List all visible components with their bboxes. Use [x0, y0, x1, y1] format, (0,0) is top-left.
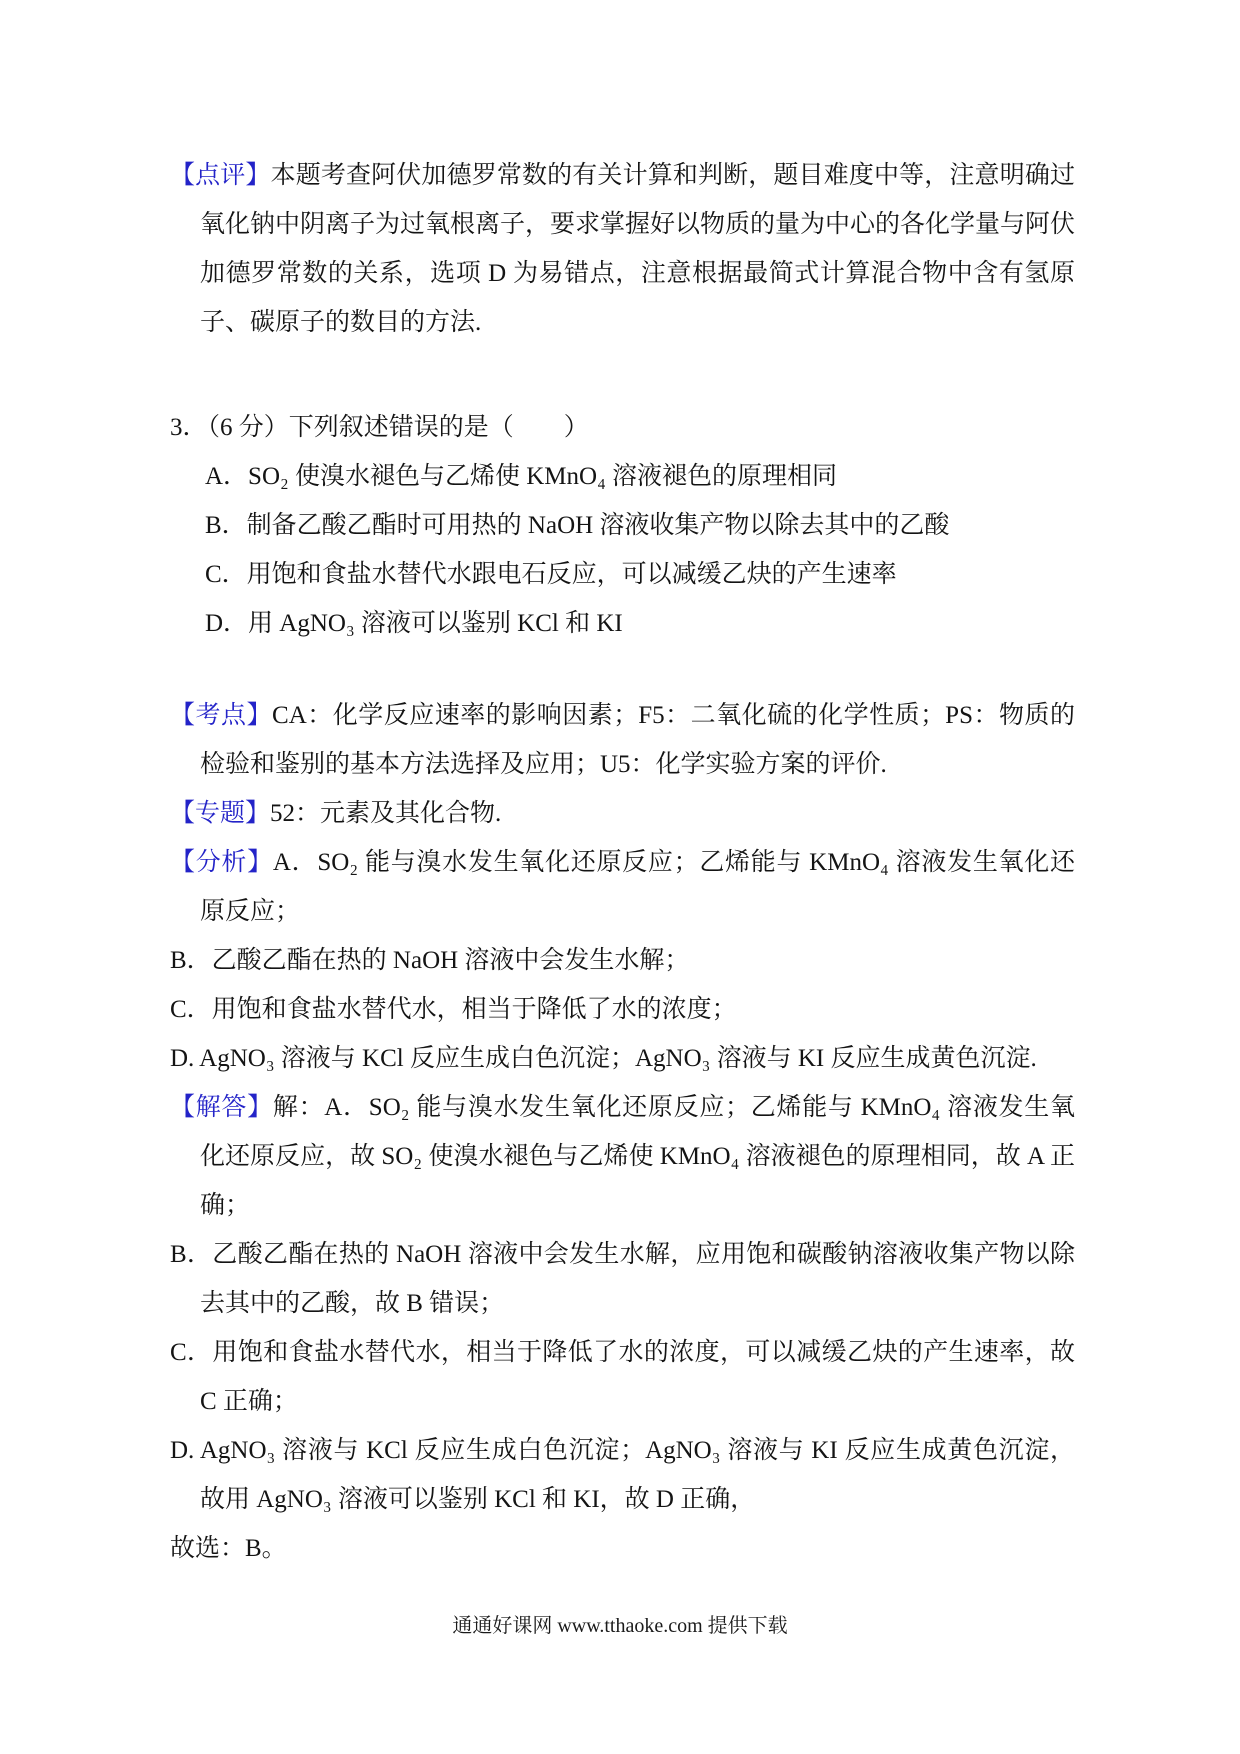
fenxi-block	[170, 838, 1075, 1083]
fenxi-label: 【分析】	[170, 849, 273, 876]
zhuanti-text: 52：元素及其化合物.	[270, 800, 502, 827]
question-option-a: A．SO₂ 使溴水褪色与乙烯使 KMnO₄ 溶液褪色的原理相同	[205, 463, 838, 490]
kaodian-text: CA：化学反应速率的影响因素；F5：二氧化硫的化学性质；PS：物质的检验和鉴别的基本方法选择及应用；U5：化学实验方案的评价.	[200, 702, 1075, 778]
comment-label: 【点评】	[170, 162, 271, 189]
question-option-b: B．制备乙酸乙酯时可用热的 NaOH 溶液收集产物以除去其中的乙酸	[205, 512, 950, 539]
comment-paragraph	[170, 151, 1075, 347]
jieda-item-d: D. AgNO₃ 溶液与 KCl 反应生成白色沉淀；AgNO₃ 溶液与 KI 反应生成黄色沉淀，故用 AgNO₃ 溶液可以鉴别 KCl 和 KI，故 D 正确，	[170, 1437, 1075, 1513]
fenxi-item-c: C．用饱和食盐水替代水，相当于降低了水的浓度；	[170, 996, 737, 1023]
jieda-lead-text: 解：A．SO₂ 能与溴水发生氧化还原反应；乙烯能与 KMnO₄ 溶液发生氧化还原反应，故 SO₂ 使溴水褪色与乙烯使 KMnO₄ 溶液褪色的原理相同，故 A 正确；	[200, 1094, 1075, 1219]
question-option-c: C．用饱和食盐水替代水跟电石反应，可以减缓乙炔的产生速率	[205, 561, 897, 588]
fenxi-item-d: D. AgNO₃ 溶液与 KCl 反应生成白色沉淀；AgNO₃ 溶液与 KI 反应生成黄色沉淀.	[170, 1045, 1037, 1072]
question-3-block	[170, 403, 1075, 648]
jieda-block	[170, 1083, 1075, 1573]
fenxi-lead-paragraph	[170, 838, 1075, 936]
fenxi-item-b: B．乙酸乙酯在热的 NaOH 溶液中会发生水解；	[170, 947, 690, 974]
zhuanti-label: 【专题】	[170, 800, 271, 827]
jieda-item-c: C．用饱和食盐水替代水，相当于降低了水的浓度，可以减缓乙炔的产生速率，故 C 正确；	[170, 1339, 1075, 1415]
jieda-item-b: B．乙酸乙酯在热的 NaOH 溶液中会发生水解，应用饱和碳酸钠溶液收集产物以除去其中的乙酸，故 B 错误；	[170, 1241, 1075, 1317]
question-option-d: D．用 AgNO₃ 溶液可以鉴别 KCl 和 KI	[205, 610, 623, 637]
zhuanti-paragraph	[170, 789, 1075, 838]
fenxi-lead-text: A．SO₂ 能与溴水发生氧化还原反应；乙烯能与 KMnO₄ 溶液发生氧化还原反应；	[200, 849, 1075, 925]
comment-text: 本题考查阿伏加德罗常数的有关计算和判断，题目难度中等，注意明确过氧化钠中阴离子为过氧根离子，要求掌握好以物质的量为中心的各化学量与阿伏加德罗常数的关系，选项 D 为易错点，注意根据最简式计算混合物中含有氢原子、碳原子的数目的方法.	[200, 162, 1076, 336]
jieda-lead-paragraph	[170, 1083, 1075, 1230]
kaodian-paragraph	[170, 691, 1075, 789]
document-content	[170, 151, 1075, 1573]
question-stem: 3．（6 分）下列叙述错误的是（ ）	[170, 414, 589, 441]
jieda-label: 【解答】	[170, 1094, 273, 1121]
answer-conclusion: 故选：B。	[170, 1535, 287, 1562]
kaodian-block	[170, 691, 1075, 789]
kaodian-label: 【考点】	[170, 702, 273, 729]
page-footer: 通通好课网 www.tthaoke.com 提供下载	[452, 1615, 788, 1637]
